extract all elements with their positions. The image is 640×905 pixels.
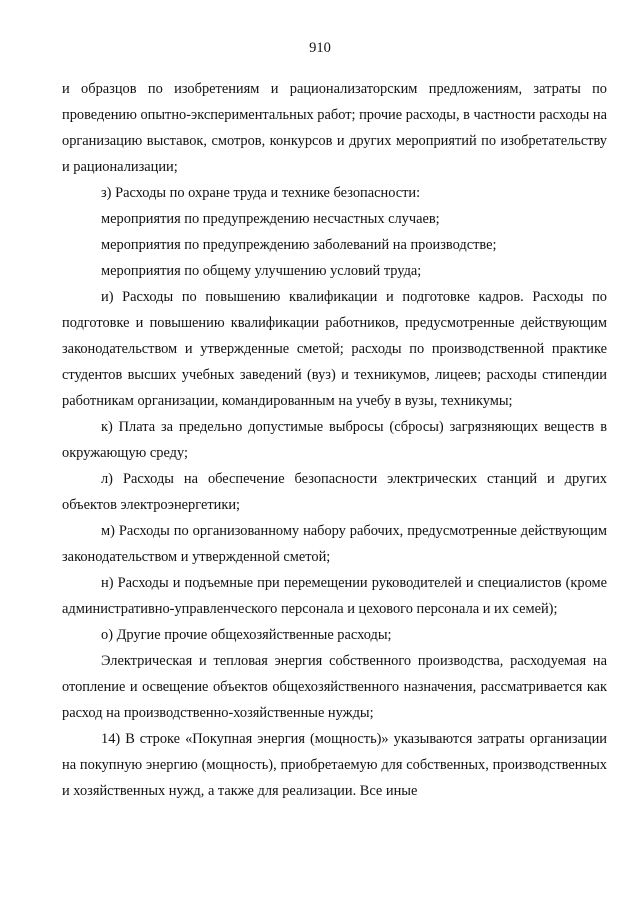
paragraph-section-z: з) Расходы по охране труда и технике безопасности: — [101, 185, 421, 201]
paragraph-conditions: мероприятия по общему улучшению условий труда; — [101, 263, 422, 279]
paragraph-energy: Электрическая и тепловая энергия собственного производства, расходуемая на отопление и освещение объектов общехозяйственного назначения, рассматривается как расход на производственно-хозяйственные нужды; — [62, 653, 607, 721]
paragraph-section-k: к) Плата за предельно допустимые выбросы (сбросы) загрязняющих веществ в окружающую среду; — [62, 419, 607, 461]
paragraph-item-14: 14) В строке «Покупная энергия (мощность)» указываются затраты организации на покупную энергию (мощность), приобретаемую для собственных, производственных и хозяйственных нужд, а также для реализации. Все иные — [62, 731, 607, 799]
paragraph-diseases: мероприятия по предупреждению заболеваний на производстве; — [101, 237, 497, 253]
paragraph-section-m: м) Расходы по организованному набору рабочих, предусмотренные действующим законодательством и утвержденной сметой; — [62, 523, 607, 565]
paragraph-1: и образцов по изобретениям и рационализаторским предложениям, затраты по проведению опытно-экспериментальных работ; прочие расходы, в частности расходы на организацию выставок, смотров, конкурсов и других мероприятий по изобретательству и рационализации; — [62, 81, 607, 175]
paragraph-section-n: н) Расходы и подъемные при перемещении руководителей и специалистов (кроме административно-управленческого персонала и цехового персонала и их семей); — [62, 575, 607, 617]
document-body — [62, 76, 607, 804]
paragraph-accidents: мероприятия по предупреждению несчастных случаев; — [101, 211, 440, 227]
paragraph-section-i: и) Расходы по повышению квалификации и подготовке кадров. Расходы по подготовке и повышению квалификации работников, предусмотренные действующим законодательством и утвержденные сметой; расходы по производственной практике студентов высших учебных заведений (вуз) и техникумов, лицеев; расходы стипендии работникам организации, командированным на учебу в вузы, техникумы; — [62, 289, 607, 409]
page-number: 910 — [309, 40, 331, 56]
paragraph-section-o: о) Другие прочие общехозяйственные расходы; — [101, 627, 392, 643]
paragraph-section-l: л) Расходы на обеспечение безопасности электрических станций и других объектов электроэнергетики; — [62, 471, 607, 513]
